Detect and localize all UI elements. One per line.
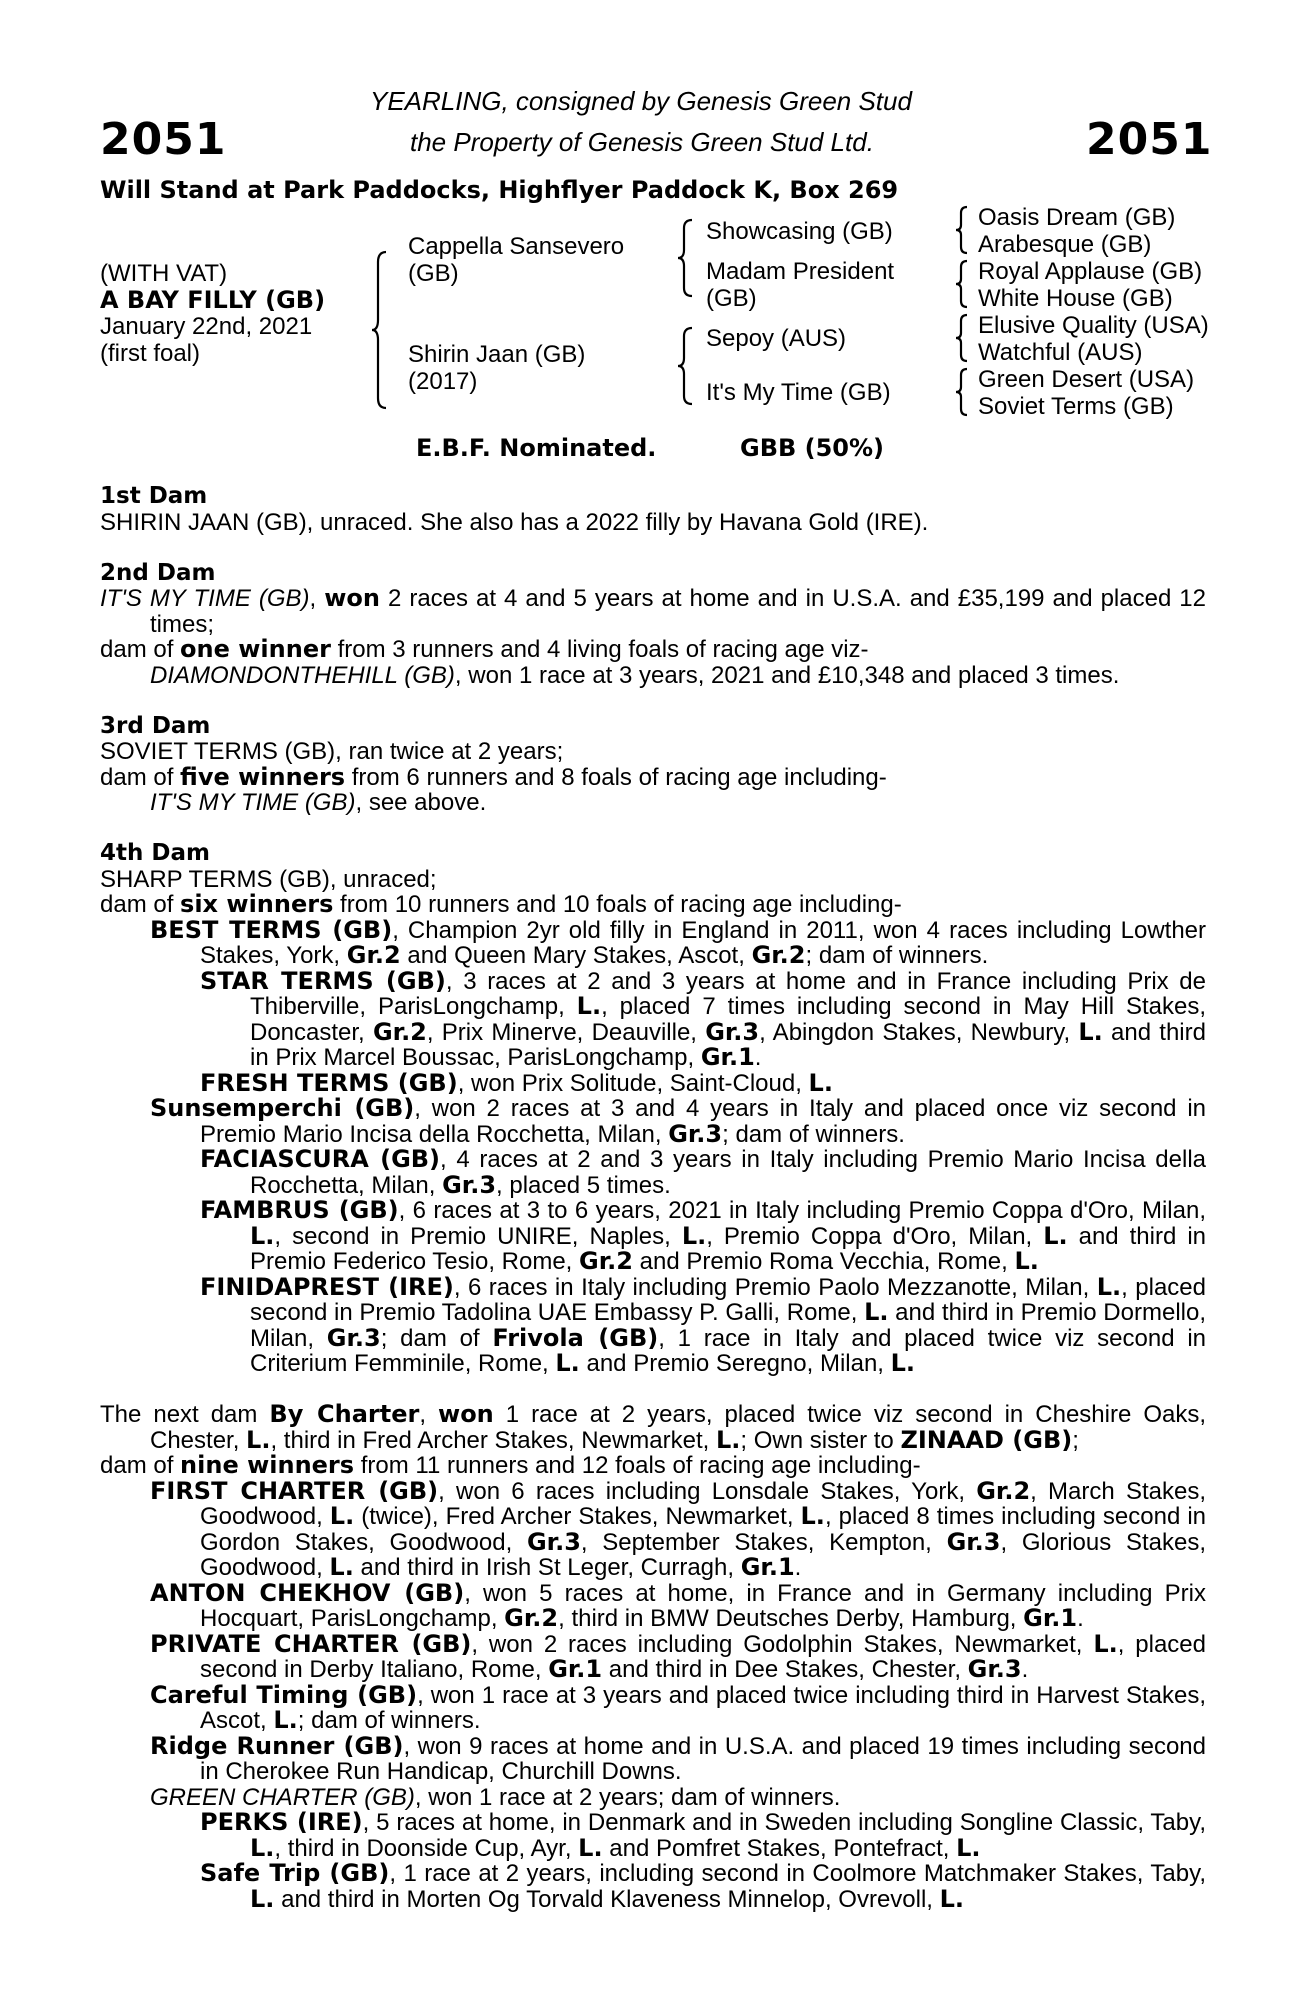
g4-elusive-quality: Elusive Quality (USA) xyxy=(978,312,1209,339)
third-dam-runner: IT'S MY TIME (GB), see above. xyxy=(150,789,487,816)
catalogue-body xyxy=(100,484,1206,1912)
g4-arabesque: Arabesque (GB) xyxy=(978,231,1152,258)
vat-note: (WITH VAT) xyxy=(100,260,228,287)
dam-line-2: (2017) xyxy=(408,368,478,395)
entry-private-charter: PRIVATE CHARTER (GB), won 2 races including Godolphin Stakes, Newmarket, L., placed second in Derby Italiano, Rome, Gr.1 and third in Dee Stakes, Chester, Gr.3. xyxy=(150,1629,1206,1683)
first-dam-text: SHIRIN JAAN (GB), unraced. She also has a 2022 filly by Havana Gold (IRE). xyxy=(100,508,929,536)
g4-royal-applause: Royal Applause (GB) xyxy=(978,258,1203,285)
pedigree-brace-g4-1 xyxy=(956,205,970,255)
ebf-nominated: E.B.F. Nominated. xyxy=(416,434,657,462)
entry-perks: PERKS (IRE), 5 races at home, in Denmark and in Sweden including Songline Classic, Taby, L., third in Doonside Cup, Ayr, L. and Pomfret Stakes, Pontefract, L. xyxy=(200,1808,1206,1862)
horse-dob: January 22nd, 2021 xyxy=(100,313,313,340)
pedigree-brace-main xyxy=(372,250,392,410)
pedigree-brace-dam xyxy=(678,326,696,408)
entry-fambrus: FAMBRUS (GB), 6 races at 3 to 6 years, 2021 in Italy including Premio Coppa d'Oro, Milan, L., second in Premio UNIRE, Naples, L., Premio Coppa d'Oro, Milan, L. and third in Premio Federico Tesio, Rome, Gr.2 and Premio Roma Vecchia, Rome, L. xyxy=(200,1196,1206,1275)
g4-green-desert: Green Desert (USA) xyxy=(978,366,1195,393)
fourth-dam-record: SHARP TERMS (GB), unraced; xyxy=(100,865,437,893)
third-dam-record: SOVIET TERMS (GB), ran twice at 2 years; xyxy=(100,738,564,765)
consignment-line-2: the Property of Genesis Green Stud Ltd. xyxy=(410,127,874,157)
next-dam-record: The next dam By Charter, won 1 race at 2 years, placed twice viz second in Cheshire Oaks, Chester, L., third in Fred Archer Stakes, Newmarket, L.; Own sister to ZINAAD (GB); xyxy=(100,1400,1206,1454)
horse-note: (first foal) xyxy=(100,340,201,367)
entry-anton-chekhov: ANTON CHEKHOV (GB), won 5 races at home, in France and in Germany including Prix Hocquart, ParisLongchamp, Gr.2, third in BMW Deutsches Derby, Hamburg, Gr.1. xyxy=(150,1578,1206,1632)
lot-number-right: 2051 xyxy=(1086,114,1213,165)
dam-dam: It's My Time (GB) xyxy=(706,379,891,406)
second-dam-produce: dam of one winner from 3 runners and 4 living foals of racing age viz- xyxy=(100,635,869,663)
third-dam-heading: 3rd Dam xyxy=(100,712,211,739)
g4-soviet-terms: Soviet Terms (GB) xyxy=(978,393,1174,420)
fourth-dam-produce: dam of six winners from 10 runners and 10 foals of racing age including- xyxy=(100,890,902,918)
sire-dam-line-2: (GB) xyxy=(706,285,757,312)
g4-white-house: White House (GB) xyxy=(978,285,1173,312)
sire-line-1: Cappella Sansevero xyxy=(408,233,625,260)
dam-line-1: Shirin Jaan (GB) xyxy=(408,341,586,368)
lot-number-left: 2051 xyxy=(100,114,227,165)
gbb-percentage: GBB (50%) xyxy=(740,434,885,462)
stand-location: Will Stand at Park Paddocks, Highflyer Paddock K, Box 269 xyxy=(100,176,899,204)
entry-sunsemperchi: Sunsemperchi (GB), won 2 races at 3 and 4 years in Italy and placed once viz second in Premio Mario Incisa della Rocchetta, Milan, Gr.3; dam of winners. xyxy=(150,1094,1207,1148)
second-dam-heading: 2nd Dam xyxy=(100,559,216,586)
entry-star-terms: STAR TERMS (GB), 3 races at 2 and 3 years at home and in France including Prix de Thiberville, ParisLongchamp, L., placed 7 times including second in May Hill Stakes, Doncaster, Gr.2, Prix Minerve, Deauville, Gr.3, Abingdon Stakes, Newbury, L. and third in Prix Marcel Boussac, ParisLongchamp, Gr.1. xyxy=(200,966,1206,1071)
fourth-dam-heading: 4th Dam xyxy=(100,840,210,866)
third-dam-produce: dam of five winners from 6 runners and 8 foals of racing age including- xyxy=(100,762,887,791)
entry-finidaprest: FINIDAPREST (IRE), 6 races in Italy including Premio Paolo Mezzanotte, Milan, L., placed second in Premio Tadolina UAE Embassy P. Galli, Rome, L. and third in Premio Dormello, Milan, Gr.3; dam of Frivola (GB), 1 race in Italy and placed twice viz second in Criterium Femminile, Rome, L. and Premio Seregno, Milan, L. xyxy=(200,1272,1207,1377)
entry-ridge-runner: Ridge Runner (GB), won 9 races at home and in U.S.A. and placed 19 times including second in Cherokee Run Handicap, Churchill Downs. xyxy=(150,1731,1206,1785)
second-dam-runner: DIAMONDONTHEHILL (GB), won 1 race at 3 years, 2021 and £10,348 and placed 3 times. xyxy=(150,661,1120,689)
consignment-line-1: YEARLING, consigned by Genesis Green Stud xyxy=(370,86,912,116)
pedigree-brace-g4-3 xyxy=(956,313,970,363)
horse-name: A BAY FILLY (GB) xyxy=(100,286,326,314)
pedigree-brace-g4-2 xyxy=(956,259,970,309)
entry-safe-trip: Safe Trip (GB), 1 race at 2 years, including second in Coolmore Matchmaker Stakes, Taby, L. and third in Morten Og Torvald Klaveness Minnelop, Ovrevoll, L. xyxy=(200,1859,1206,1913)
pedigree-brace-sire xyxy=(678,218,696,300)
entry-first-charter: FIRST CHARTER (GB), won 6 races including Lonsdale Stakes, York, Gr.2, March Stakes, Goodwood, L. (twice), Fred Archer Stakes, Newmarket, L., placed 8 times including second in Gordon Stakes, Goodwood, Gr.3, September Stakes, Kempton, Gr.3, Glorious Stakes, Goodwood, L. and third in Irish St Leger, Curragh, Gr.1. xyxy=(150,1476,1207,1581)
entry-best-terms: BEST TERMS (GB), Champion 2yr old filly in England in 2011, won 4 races including Lowther Stakes, York, Gr.2 and Queen Mary Stakes, Ascot, Gr.2; dam of winners. xyxy=(150,915,1207,969)
g4-oasis-dream: Oasis Dream (GB) xyxy=(978,204,1176,231)
entry-faciascura: FACIASCURA (GB), 4 races at 2 and 3 years in Italy including Premio Mario Incisa della Rocchetta, Milan, Gr.3, placed 5 times. xyxy=(200,1145,1206,1199)
g4-watchful: Watchful (AUS) xyxy=(978,339,1143,366)
entry-careful-timing: Careful Timing (GB), won 1 race at 3 years and placed twice including third in Harvest Stakes, Ascot, L.; dam of winners. xyxy=(150,1680,1206,1734)
sire-sire: Showcasing (GB) xyxy=(706,218,893,245)
entry-green-charter: GREEN CHARTER (GB), won 1 race at 2 years; dam of winners. xyxy=(150,1783,841,1811)
second-dam-record: IT'S MY TIME (GB), won 2 races at 4 and 5 years at home and in U.S.A. and £35,199 and placed 12 times; xyxy=(100,584,1206,638)
pedigree-brace-g4-4 xyxy=(956,367,970,417)
next-dam-produce: dam of nine winners from 11 runners and 12 foals of racing age including- xyxy=(100,1451,921,1479)
sire-line-2: (GB) xyxy=(408,260,459,287)
entry-fresh-terms: FRESH TERMS (GB), won Prix Solitude, Saint-Cloud, L. xyxy=(200,1068,833,1097)
first-dam-heading: 1st Dam xyxy=(100,483,208,509)
dam-sire: Sepoy (AUS) xyxy=(706,325,847,352)
sire-dam-line-1: Madam President xyxy=(706,258,895,285)
